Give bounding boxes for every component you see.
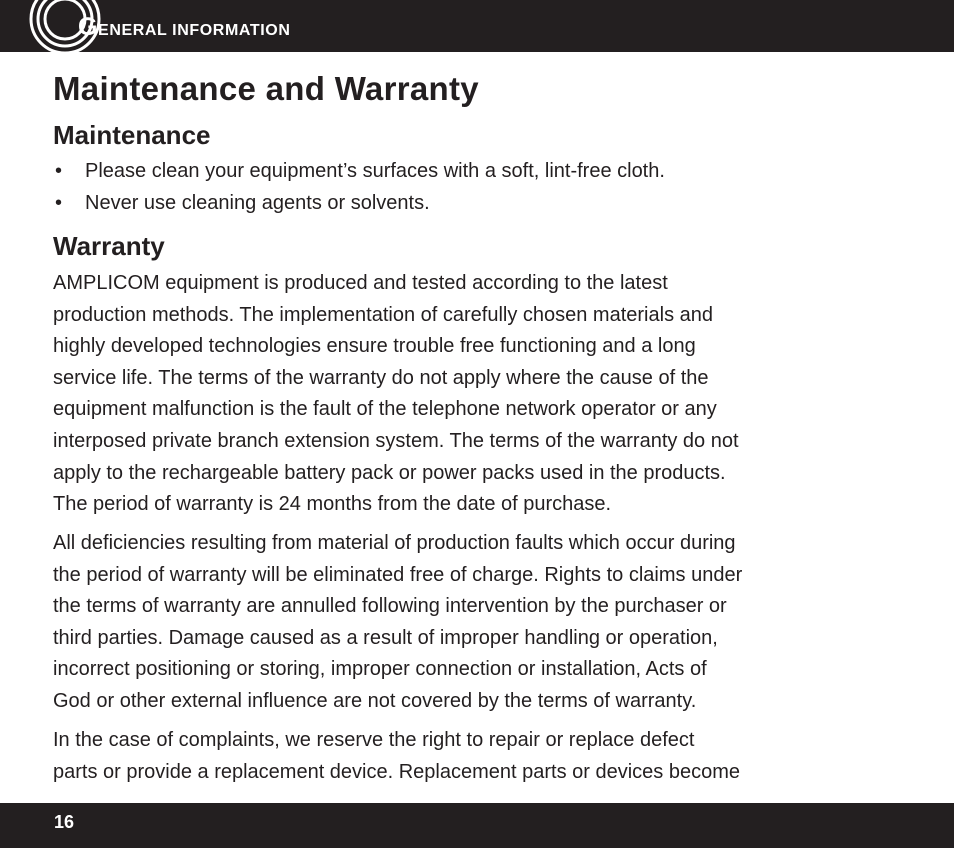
warranty-paragraph-1	[53, 268, 903, 521]
bullet-icon: •	[55, 192, 63, 214]
paragraph-line: interposed private branch extension system. The terms of the warranty do not	[53, 429, 739, 452]
page-title: Maintenance and Warranty	[53, 70, 479, 107]
paragraph-line: the terms of warranty are annulled following intervention by the purchaser or	[53, 595, 727, 618]
paragraph-line: equipment malfunction is the fault of the telephone network operator or any	[53, 398, 717, 421]
paragraph-line: All deficiencies resulting from material of production faults which occur during	[53, 532, 736, 554]
paragraph-line: production methods. The implementation of carefully chosen materials and	[53, 303, 713, 326]
paragraph-line: third parties. Damage caused as a result of improper handling or operation,	[53, 626, 718, 649]
paragraph-line: highly developed technologies ensure trouble free functioning and a long	[53, 335, 696, 358]
bullet-icon: •	[55, 160, 63, 182]
header-bar	[0, 0, 954, 52]
list-item-text: Please clean your equipment’s surfaces with a soft, lint-free cloth.	[85, 160, 665, 182]
paragraph-line: In the case of complaints, we reserve the right to repair or replace defect	[53, 729, 695, 751]
paragraph-line: God or other external influence are not covered by the terms of warranty.	[53, 689, 697, 712]
maintenance-heading: Maintenance	[53, 120, 211, 150]
warranty-heading: Warranty	[53, 231, 165, 261]
paragraph-line: service life. The terms of the warranty do not apply where the cause of the	[53, 366, 709, 389]
list-item-text: Never use cleaning agents or solvents.	[85, 192, 430, 214]
paragraph-line: incorrect positioning or storing, improper connection or installation, Acts of	[53, 658, 707, 681]
paragraph-line: The period of warranty is 24 months from the date of purchase.	[53, 493, 612, 516]
paragraph-line: the period of warranty will be eliminated free of charge. Rights to claims under	[53, 563, 743, 586]
paragraph-line: parts or provide a replacement device. Replacement parts or devices become	[53, 760, 741, 783]
paragraph-line: AMPLICOM equipment is produced and tested according to the latest	[53, 272, 668, 294]
page-number: 16	[54, 812, 75, 832]
warranty-paragraph-3	[53, 725, 903, 788]
warranty-paragraph-2	[53, 528, 903, 718]
footer-bar	[0, 803, 954, 848]
paragraph-line: apply to the rechargeable battery pack or power packs used in the products.	[53, 461, 726, 484]
section-label: GENERAL INFORMATION	[78, 13, 291, 41]
